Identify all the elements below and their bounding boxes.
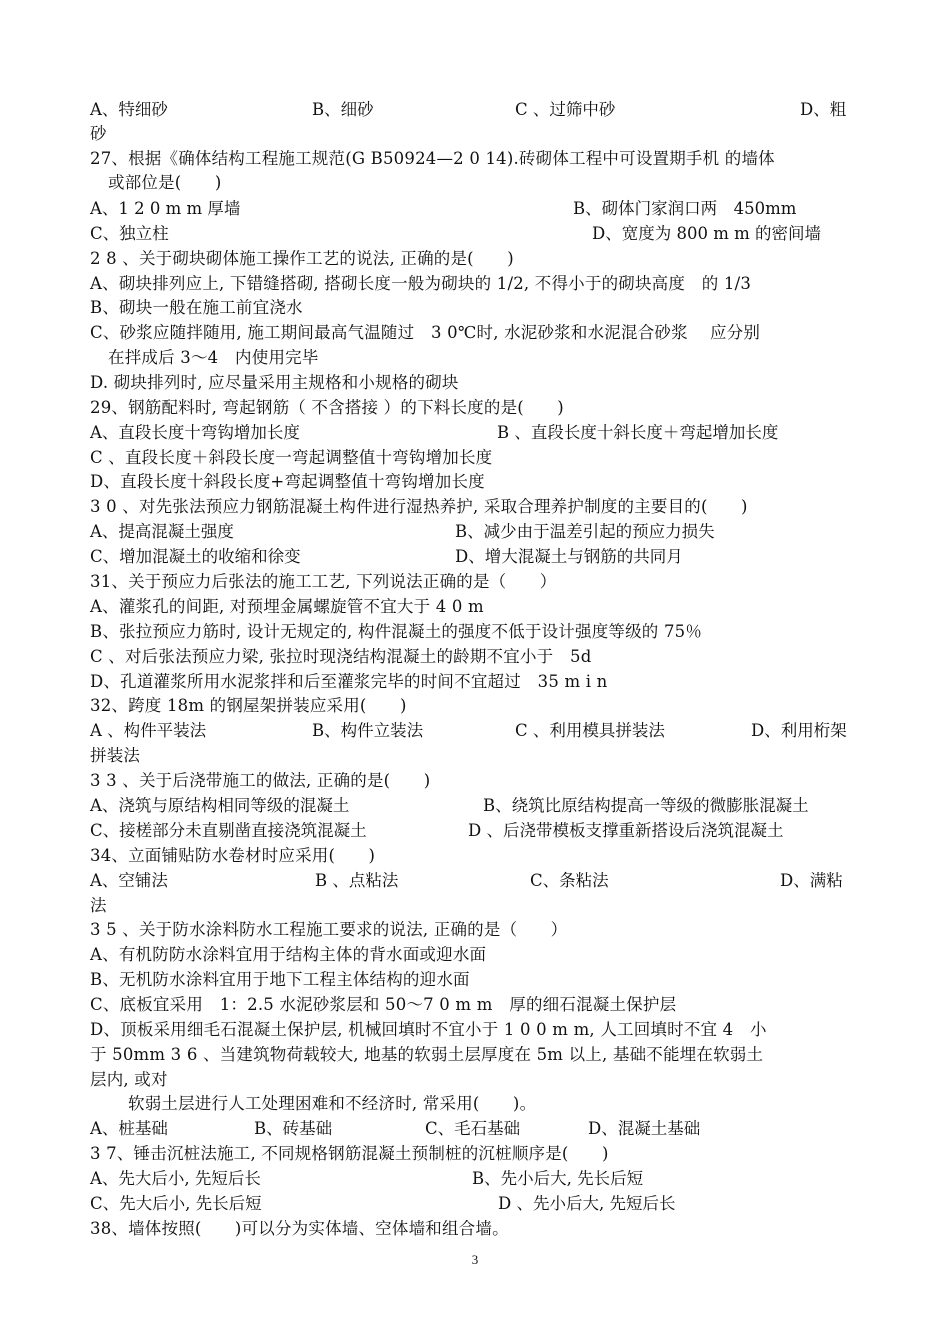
option-d: D 、后浇带模板支撑重新搭设后浇筑混凝土 — [468, 821, 784, 840]
question-32: 32、跨度 18m 的钢屋架拼装应采用( ) — [90, 696, 407, 715]
option-a: A、先大后小, 先短后长 — [90, 1169, 261, 1188]
option-d: D 、先小后大, 先短后长 — [498, 1194, 676, 1213]
option-a: A、空铺法 — [90, 871, 168, 890]
option-a: A、灌浆孔的间距, 对预埋金属螺旋管不宜大于 4 0 m — [90, 597, 484, 616]
question-34: 34、立面铺贴防水卷材时应采用( ) — [90, 846, 376, 865]
option-b: B、先小后大, 先长后短 — [472, 1169, 644, 1188]
option-b: B、绕筑比原结构提高一等级的微膨胀混凝土 — [483, 796, 809, 815]
option-b: B、细砂 — [312, 100, 374, 119]
option-d: D、孔道灌浆所用水泥浆拌和后至灌浆完毕的时间不宜超过 35 m i n — [90, 672, 608, 691]
option-d: D、粗 — [800, 100, 847, 119]
text-line: 砂 — [90, 124, 107, 143]
option-a: A、1 2 0 m m 厚墙 — [90, 199, 241, 218]
question-29: 29、钢筋配料时, 弯起钢筋（ 不含搭接 ）的下料长度的是( ) — [90, 398, 564, 417]
option-d: D、利用桁架 — [751, 721, 847, 740]
option-b: B、构件立装法 — [312, 721, 424, 740]
option-b: B、张拉预应力筋时, 设计无规定的, 构件混凝土的强度不低于设计强度等级的 75％ — [90, 622, 703, 641]
option-d: D、增大混凝土与钢筋的共同月 — [455, 547, 683, 566]
option-c: C 、利用模具拼装法 — [515, 721, 665, 740]
option-b: B、砖基础 — [254, 1119, 333, 1138]
option-c: C、接槎部分未直剔凿直接浇筑混凝土 — [90, 821, 367, 840]
option-c: C 、对后张法预应力梁, 张拉时现浇结构混凝土的龄期不宜小于 5d — [90, 647, 592, 666]
text-line: 层内, 或对 — [90, 1070, 168, 1089]
option-a: A、砌块排列应上, 下错缝搭砌, 搭砌长度一般为砌块的 1/2, 不得小于的砌块高度 的 1/3 — [90, 274, 752, 293]
option-c: C、先大后小, 先长后短 — [90, 1194, 262, 1213]
option-b: B、减少由于温差引起的预应力损失 — [455, 522, 715, 541]
question-35: 3 5 、关于防水涂料防水工程施工要求的说法, 正确的是（ ） — [90, 920, 568, 939]
option-b: B、砌体门家润口两 450mm — [573, 199, 797, 218]
option-d: D、直段长度十斜段长度+弯起调整值十弯钩增加长度 — [90, 472, 485, 491]
option-c: C、条粘法 — [530, 871, 609, 890]
page-number: 3 — [471, 1252, 479, 1267]
question-37: 3 7、锤击沉桩法施工, 不同规格钢筋混凝土预制桩的沉桩顺序是( ) — [90, 1144, 609, 1163]
option-a: A、有机防防水涂料宜用于结构主体的背水面或迎水面 — [90, 945, 487, 964]
option-a: A、特细砂 — [90, 100, 168, 119]
question-33: 3 3 、关于后浇带施工的做法, 正确的是( ) — [90, 771, 431, 790]
option-a: A、浇筑与原结构相同等级的混凝土 — [90, 796, 350, 815]
option-c: C 、直段长度＋斜段长度一弯起调整值十弯钩增加长度 — [90, 448, 493, 467]
option-d: D、满粘 — [780, 871, 843, 890]
option-c: C、独立柱 — [90, 224, 169, 243]
text-line: 拼装法 — [90, 746, 141, 765]
text-line: 软弱土层进行人工处理困难和不经济时, 常采用( )。 — [128, 1094, 537, 1113]
option-b: B、无机防水涂料宜用于地下工程主体结构的迎水面 — [90, 970, 470, 989]
text-line: 法 — [90, 896, 107, 915]
option-c: C 、过筛中砂 — [515, 100, 616, 119]
option-d: D. 砌块排列时, 应尽量采用主规格和小规格的砌块 — [90, 373, 459, 392]
option-a: A、桩基础 — [90, 1119, 168, 1138]
text-line: 在拌成后 3～4 内使用完毕 — [108, 348, 319, 367]
option-a: A 、构件平装法 — [90, 721, 207, 740]
question-28: 2 8 、关于砌块砌体施工操作工艺的说法, 正确的是( ) — [90, 249, 514, 268]
option-b: B 、点粘法 — [315, 871, 399, 890]
option-a: A、直段长度十弯钩增加长度 — [90, 423, 300, 442]
option-d: D、顶板采用细毛石混凝土保护层, 机械回填时不宜小于 1 0 0 m m, 人工回填时不宜 4 小 — [90, 1020, 767, 1039]
question-38: 38、墙体按照( )可以分为实体墙、空体墙和组合墙。 — [90, 1219, 509, 1238]
text-line: 或部位是( ) — [108, 173, 222, 192]
option-b: B 、直段长度十斜长度＋弯起增加长度 — [497, 423, 779, 442]
option-b: B、砌块一般在施工前宜浇水 — [90, 298, 303, 317]
option-c: C、增加混凝土的收缩和徐变 — [90, 547, 301, 566]
option-a: A、提高混凝土强度 — [90, 522, 234, 541]
question-36: 于 50mm 3 6 、当建筑物荷载较大, 地基的软弱土层厚度在 5m 以上, 基础不能埋在软弱土 — [90, 1045, 764, 1064]
option-d: D、宽度为 800 m m 的密间墙 — [592, 224, 821, 243]
question-27: 27、根据《确体结构工程施工规范(G B50924—2 0 14).砖砌体工程中可设置期手机 的墙体 — [90, 149, 775, 168]
option-d: D、混凝土基础 — [588, 1119, 701, 1138]
question-31: 31、关于预应力后张法的施工工艺, 下列说法正确的是（ ） — [90, 572, 557, 591]
question-30: 3 0 、对先张法预应力钢筋混凝土构件进行湿热养护, 采取合理养护制度的主要目的( ) — [90, 497, 748, 516]
option-c: C、毛石基础 — [425, 1119, 521, 1138]
option-c: C、砂浆应随拌随用, 施工期间最高气温随过 3 0℃时, 水泥砂浆和水泥混合砂浆 应分别 — [90, 323, 761, 342]
option-c: C、底板宜采用 1：2.5 水泥砂浆层和 50～7 0 m m 厚的细石混凝土保护层 — [90, 995, 677, 1014]
